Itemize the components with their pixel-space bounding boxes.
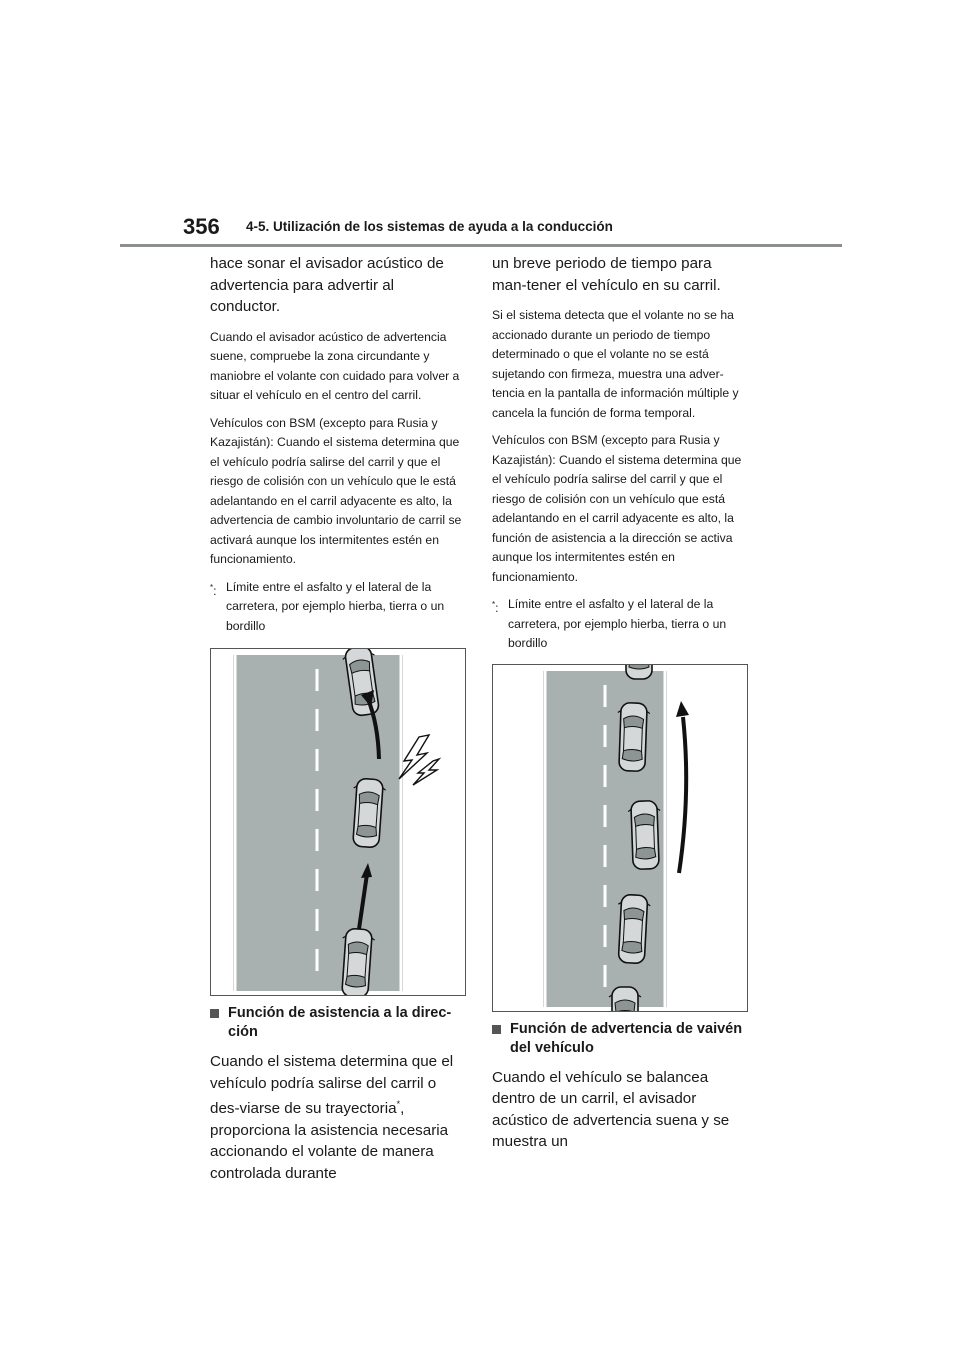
page-number: 356	[183, 214, 220, 239]
left-column	[210, 253, 468, 1194]
right-intro: un breve periodo de tiempo para man-tener el vehículo en su carril.	[492, 255, 721, 294]
right-footnote	[492, 595, 750, 654]
footnote-text: Límite entre el asfalto y el lateral de la carretera, por ejemplo hierba, tierra o un bordillo	[226, 579, 445, 633]
lane-illustration-left	[211, 649, 465, 995]
lane-illustration-right	[493, 665, 747, 1011]
curved-arrow-icon	[679, 717, 686, 873]
square-bullet-icon	[492, 1025, 501, 1034]
left-para-2: Vehículos con BSM (excepto para Rusia y Kazajistán): Cuando el sistema determina que el vehículo podría salirse del carril y que el riesgo de colisión con un vehículo que le está adelantando en el carril adyacente es alto, la advertencia de cambio involuntario de carril se activará aunque los intermitentes estén en funcionamiento.	[210, 415, 462, 566]
arrow-head	[676, 701, 689, 717]
right-body: Cuando el vehículo se balancea dentro de un carril, el avisador acústico de advertencia suena y se muestra un	[492, 1068, 730, 1150]
left-para-1: Cuando el avisador acústico de advertencia suene, compruebe la zona circundante y maniobre el volante con cuidado para volver a situar el vehículo en el centro del carril.	[210, 329, 460, 402]
right-para-2: Vehículos con BSM (excepto para Rusia y Kazajistán): Cuando el sistema determina que el vehículo podría salirse del carril y que el riesgo de colisión con un vehículo que está adelantando en el carril adyacente es alto, la función de asistencia a la dirección se activa aunque los intermitentes estén en funcionamiento.	[492, 433, 742, 584]
section-heading-sway-warning: Función de advertencia de vaivén del vehículo	[492, 1020, 750, 1058]
car-icon	[609, 987, 641, 1011]
footnote-mark: *:	[492, 600, 499, 616]
car-icon	[616, 702, 650, 771]
left-body: Cuando el sistema determina que el vehículo podría salirse del carril o des-viarse de su trayectoria*, proporciona la asistencia necesaria accionando el volante de manera controlada durante	[210, 1053, 454, 1182]
right-para-1: Si el sistema detecta que el volante no se ha accionado durante un periodo de tiempo determinado o que el volante no se está sujetando con firmeza, muestra una adver-tencia en la pantalla de información múltiple y cancela la función de forma temporal.	[492, 308, 739, 420]
figure-lane-departure-warning	[210, 648, 466, 996]
left-intro: hace sonar el avisador acústico de advertencia para advertir al conductor.	[210, 255, 444, 315]
square-bullet-icon	[210, 1009, 219, 1018]
section-title: 4-5. Utilización de los sistemas de ayuda a la conducción	[246, 219, 613, 234]
section-heading-steering-assist: Función de asistencia a la direc-ción	[210, 1004, 468, 1042]
right-column	[492, 253, 750, 1163]
header-divider	[120, 244, 842, 247]
figure-vehicle-sway-warning	[492, 664, 748, 1012]
footnote-text: Límite entre el asfalto y el lateral de la carretera, por ejemplo hierba, tierra o un bordillo	[508, 597, 727, 650]
left-footnote	[210, 578, 468, 637]
footnote-mark: *:	[210, 582, 217, 598]
car-icon	[615, 894, 651, 964]
car-icon	[628, 800, 662, 869]
